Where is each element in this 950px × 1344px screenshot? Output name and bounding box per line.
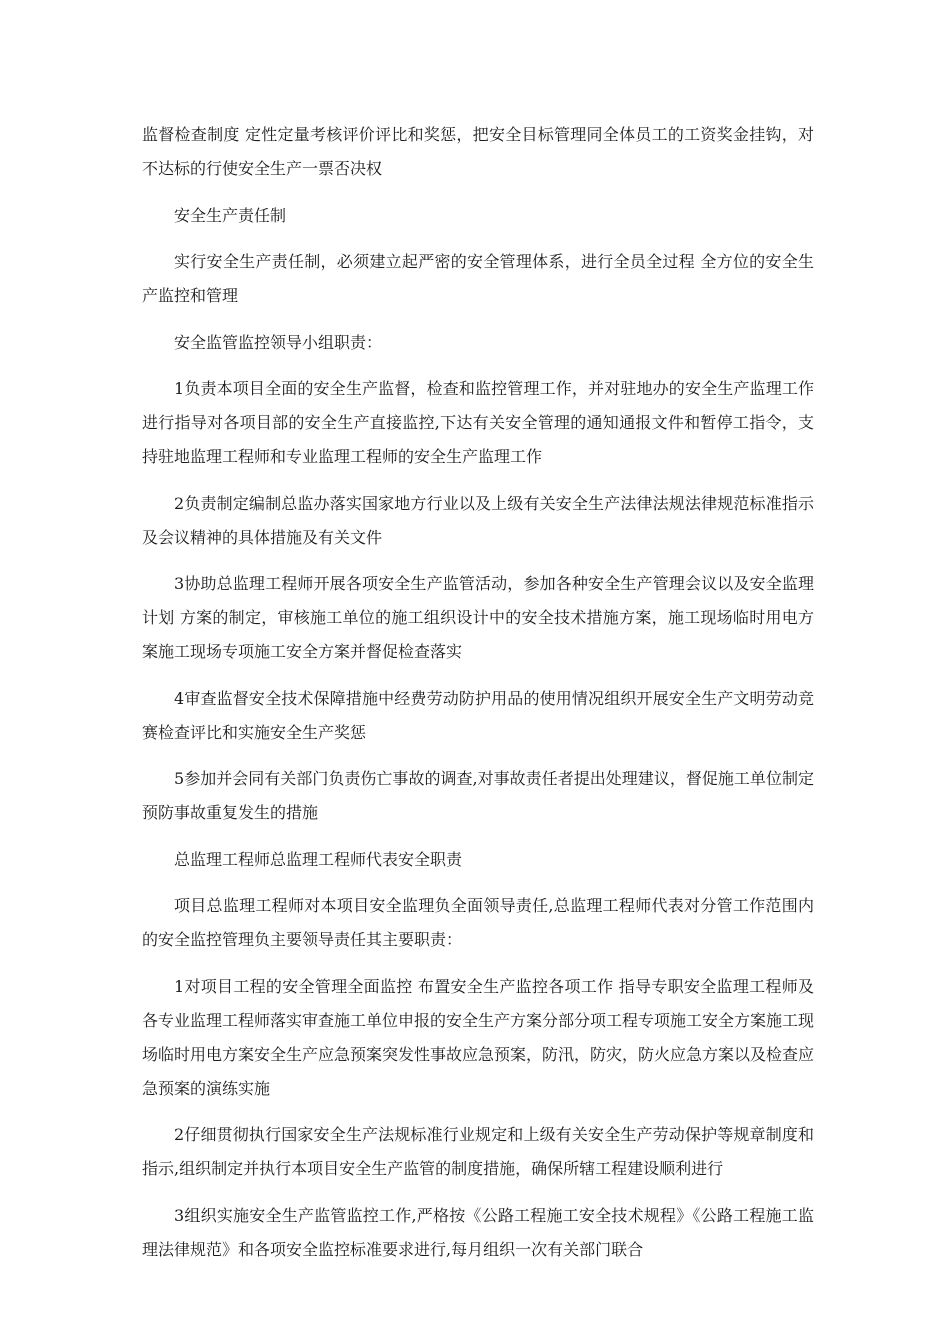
document-body: [142, 118, 814, 1279]
section-heading-chief-engineer-duties: 总监理工程师总监理工程师代表安全职责: [174, 849, 463, 869]
duty-item-5: 5参加并会同有关部门负责伤亡事故的调查,对事故责任者提出处理建议，督促施工单位制定预防事故重复发生的措施: [142, 769, 814, 822]
paragraph-1: 监督检查制度 定性定量考核评价评比和奖惩，把安全目标管理同全体员工的工资奖金挂钩，对不达标的行使安全生产一票否决权: [142, 125, 814, 178]
section-heading-leadership-group-duties: 安全监管监控领导小组职责：: [174, 332, 383, 352]
duty-item-1: 1负责本项目全面的安全生产监督，检查和监控管理工作，并对驻地办的安全生产监理工作进行指导对各项目部的安全生产直接监控,下达有关安全管理的通知通报文件和暂停工指令，支持驻地监理工程师和专业监理工程师的安全生产监理工作: [142, 379, 814, 466]
duty-item-3: 3协助总监理工程师开展各项安全生产监管活动，参加各种安全生产管理会议以及安全监理计划 方案的制定，审核施工单位的施工组织设计中的安全技术措施方案，施工现场临时用电方案施工现场专项施工安全方案并督促检查落实: [142, 574, 814, 661]
duty-item-4: 4审查监督安全技术保障措施中经费劳动防护用品的使用情况组织开展安全生产文明劳动竞赛检查评比和实施安全生产奖惩: [142, 688, 814, 742]
chief-duty-item-1: 1对项目工程的安全管理全面监控 布置安全生产监控各项工作 指导专职安全监理工程师及各专业监理工程师落实审查施工单位申报的安全生产方案分部分项工程专项施工安全方案施工现场临时用电方案安全生产应急预案突发性事故应急预案，防汛，防灾，防火应急方案以及检查应急预案的演练实施: [142, 976, 815, 1098]
chief-duty-item-2: 2仔细贯彻执行国家安全生产法规标准行业规定和上级有关安全生产劳动保护等规章制度和指示,组织制定并执行本项目安全生产监管的制度措施，确保所辖工程建设顺利进行: [142, 1125, 814, 1178]
duty-item-2: 2负责制定编制总监办落实国家地方行业以及上级有关安全生产法律法规法律规范标准指示及会议精神的具体措施及有关文件: [142, 493, 814, 547]
paragraph-11: 项目总监理工程师对本项目安全监理负全面领导责任,总监理工程师代表对分管工作范围内的安全监控管理负主要领导责任其主要职责：: [142, 896, 814, 949]
section-heading-safety-responsibility: 安全生产责任制: [174, 205, 287, 225]
paragraph-3: 实行安全生产责任制，必须建立起严密的安全管理体系，进行全员全过程 全方位的安全生产监控和管理: [142, 252, 814, 305]
chief-duty-item-3: 3组织实施安全生产监管监控工作,严格按《公路工程施工安全技术规程》《公路工程施工监理法律规范》和各项安全监控标准要求进行,每月组织一次有关部门联合: [142, 1205, 814, 1259]
